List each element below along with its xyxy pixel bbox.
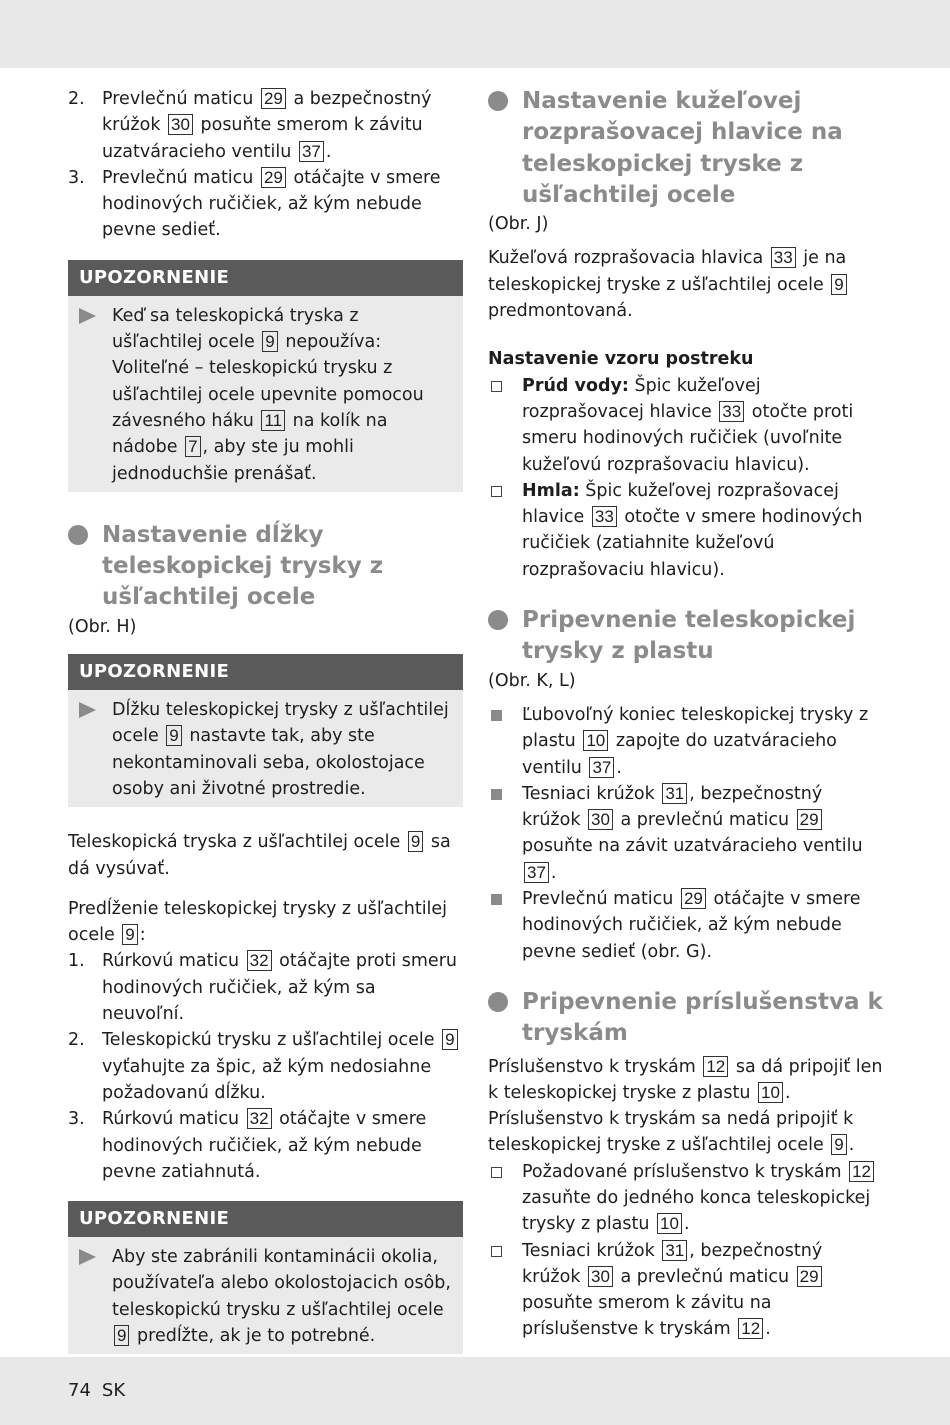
part-number: 9 [122,924,137,945]
part-number: 31 [662,1240,687,1261]
section-heading: Pripevnenie teleskopickej trysky z plastu [488,605,883,668]
language-code: SK [101,1380,126,1401]
paragraph: Teleskopická tryska z ušľachtilej ocele 9 sa dá vysúvať. [68,832,451,879]
square-bullet-icon [491,894,502,905]
part-number: 30 [588,809,613,830]
checkbox-list [488,1159,883,1343]
part-number: 29 [797,809,822,830]
part-number: 33 [592,506,617,527]
list-item: Požadované príslušenstvo k tryskám 12 zasuňte do jedného konca teleskopickej trysky z plastu 10 . [488,1159,883,1238]
square-bullet-icon [491,710,502,721]
list-item: Prevlečnú maticu 29 otáčajte v smere hodinových ručičiek, až kým nebude pevne sedieť (obr. G). [488,886,883,965]
part-number: 9 [442,1029,457,1050]
part-number: 32 [247,950,272,971]
footer-band [0,1357,950,1425]
part-number: 12 [703,1056,728,1077]
list-item: Ľubovoľný koniec teleskopickej trysky z plastu 10 zapojte do uzatváracieho ventilu 37 . [488,702,883,781]
paragraph: Príslušenstvo k tryskám 12 sa dá pripojiť len k teleskopickej tryske z plastu 10 . [488,1056,883,1103]
notice-box [68,1201,463,1354]
part-number: 29 [797,1266,822,1287]
part-number: 33 [719,401,744,422]
figure-reference: (Obr. K, L) [488,670,576,691]
part-number: 30 [168,114,193,135]
list-item: 2. Teleskopickú trysku z ušľachtilej ocele 9 vyťahujte za špic, až kým nedosiahne požadovanú dĺžku. [68,1027,463,1106]
part-number: 37 [299,141,324,162]
page-number: 74 [68,1380,91,1401]
list-item: 1. Rúrkovú maticu 32 otáčajte proti smeru hodinových ručičiek, až kým sa neuvoľní. [68,951,457,1025]
notice-body: Dĺžku teleskopickej trysky z ušľachtilej ocele 9 nastavte tak, aby ste nekontaminovali seba, okolostojace osoby ani životné prostredie. [68,690,463,807]
subheading: Nastavenie vzoru postreku [488,349,754,370]
figure-reference: (Obr. H) [68,616,137,637]
triangle-bullet-icon [79,308,96,324]
list-item: 2. Prevlečnú maticu 29 a bezpečnostný krúžok 30 posuňte smerom k závitu uzatváracieho ventilu 37 . [68,89,432,162]
page-footer [68,1378,125,1404]
part-number: 11 [261,410,285,431]
notice-box [68,654,463,807]
part-number: 9 [831,1134,846,1155]
list-item: Tesniaci krúžok 31 , bezpečnostný krúžok 30 a prevlečnú maticu 29 posuňte smerom k závitu na príslušenstve k tryskám 12 . [488,1238,883,1343]
triangle-bullet-icon [79,702,96,718]
part-number: 9 [831,274,846,295]
section-heading: Nastavenie dĺžky teleskopickej trysky z ušľachtilej ocele [68,520,463,614]
notice-title: UPOZORNENIE [68,260,463,296]
bullet-dot-icon [488,610,508,630]
checkbox-square-icon [491,1246,502,1257]
steps-list-a [68,86,463,244]
figure-reference: (Obr. J) [488,214,549,235]
right-column [488,86,883,1343]
part-number: 9 [262,331,277,352]
part-number: 9 [408,831,423,852]
notice-body: Aby ste zabránili kontaminácii okolia, používateľa alebo okolostojacich osôb, teleskopickú trysku z ušľachtilej ocele 9 predĺžte, ak je to potrebné. [68,1237,463,1354]
paragraph: Príslušenstvo k tryskám sa nedá pripojiť k teleskopickej tryske z ušľachtilej ocele 9 . [488,1109,855,1156]
list-item: Hmla: Špic kužeľovej rozprašovacej hlavice 33 otočte v smere hodinových ručičiek (zatiahnite kužeľovú rozprašovaciu hlavicu). [488,478,883,583]
notice-title: UPOZORNENIE [68,1201,463,1237]
paragraph: Predĺženie teleskopickej trysky z ušľachtilej ocele 9 : [68,898,448,946]
part-number: 9 [114,1325,129,1346]
left-column [68,86,463,1354]
part-number: 29 [681,888,706,909]
square-bullet-icon [491,789,502,800]
triangle-bullet-icon [79,1249,96,1265]
list-item: 3. Prevlečnú maticu 29 otáčajte v smere hodinových ručičiek, až kým nebude pevne sedieť. [68,167,441,241]
notice-body: Keď sa teleskopická tryska z ušľachtilej ocele 9 nepoužíva: Voliteľné – teleskopickú trysku z ušľachtilej ocele upevnite pomocou závesného háku 11 na kolík na nádobe 7 , aby ste ju mohli jednoduchšie prenášať. [68,296,463,492]
list-item: 3. Rúrkovú maticu 32 otáčajte v smere hodinových ručičiek, až kým nebude pevne zatiahnutá. [68,1109,427,1182]
part-number: 12 [849,1161,874,1182]
header-band [0,0,950,68]
bullet-dot-icon [488,91,508,111]
part-number: 10 [583,730,608,751]
section-heading: Pripevnenie príslušenstva k tryskám [488,987,883,1050]
part-number: 7 [185,436,200,457]
checkbox-square-icon [491,486,502,497]
part-number: 32 [247,1108,272,1129]
part-number: 29 [261,167,286,188]
part-number: 37 [589,757,614,778]
part-number: 30 [588,1266,613,1287]
part-number: 10 [758,1082,783,1103]
checkbox-square-icon [491,1167,502,1178]
part-number: 31 [662,783,687,804]
list-item: Prúd vody: Špic kužeľovej rozprašovacej hlavice 33 otočte proti smeru hodinových ručičiek (uvoľnite kužeľovú rozprašovaciu hlavicu). [488,373,883,478]
notice-title: UPOZORNENIE [68,654,463,690]
section-heading: Nastavenie kužeľovej rozprašovacej hlavice na teleskopickej tryske z ušľachtilej ocele [488,86,883,211]
part-number: 9 [166,725,181,746]
checkbox-square-icon [491,381,502,392]
notice-box [68,260,463,492]
checkbox-list [488,373,883,583]
bullet-list [488,702,883,965]
bullet-dot-icon [488,992,508,1012]
part-number: 37 [524,862,549,883]
paragraph: Kužeľová rozprašovacia hlavica 33 je na teleskopickej tryske z ušľachtilej ocele 9 predmontovaná. [488,248,847,322]
part-number: 33 [771,247,796,268]
steps-list-b [68,948,463,1185]
list-item: Tesniaci krúžok 31 , bezpečnostný krúžok 30 a prevlečnú maticu 29 posuňte na závit uzatváracieho ventilu 37 . [488,781,883,886]
part-number: 10 [657,1213,682,1234]
bullet-dot-icon [68,525,88,545]
part-number: 29 [261,88,286,109]
part-number: 12 [738,1318,763,1339]
